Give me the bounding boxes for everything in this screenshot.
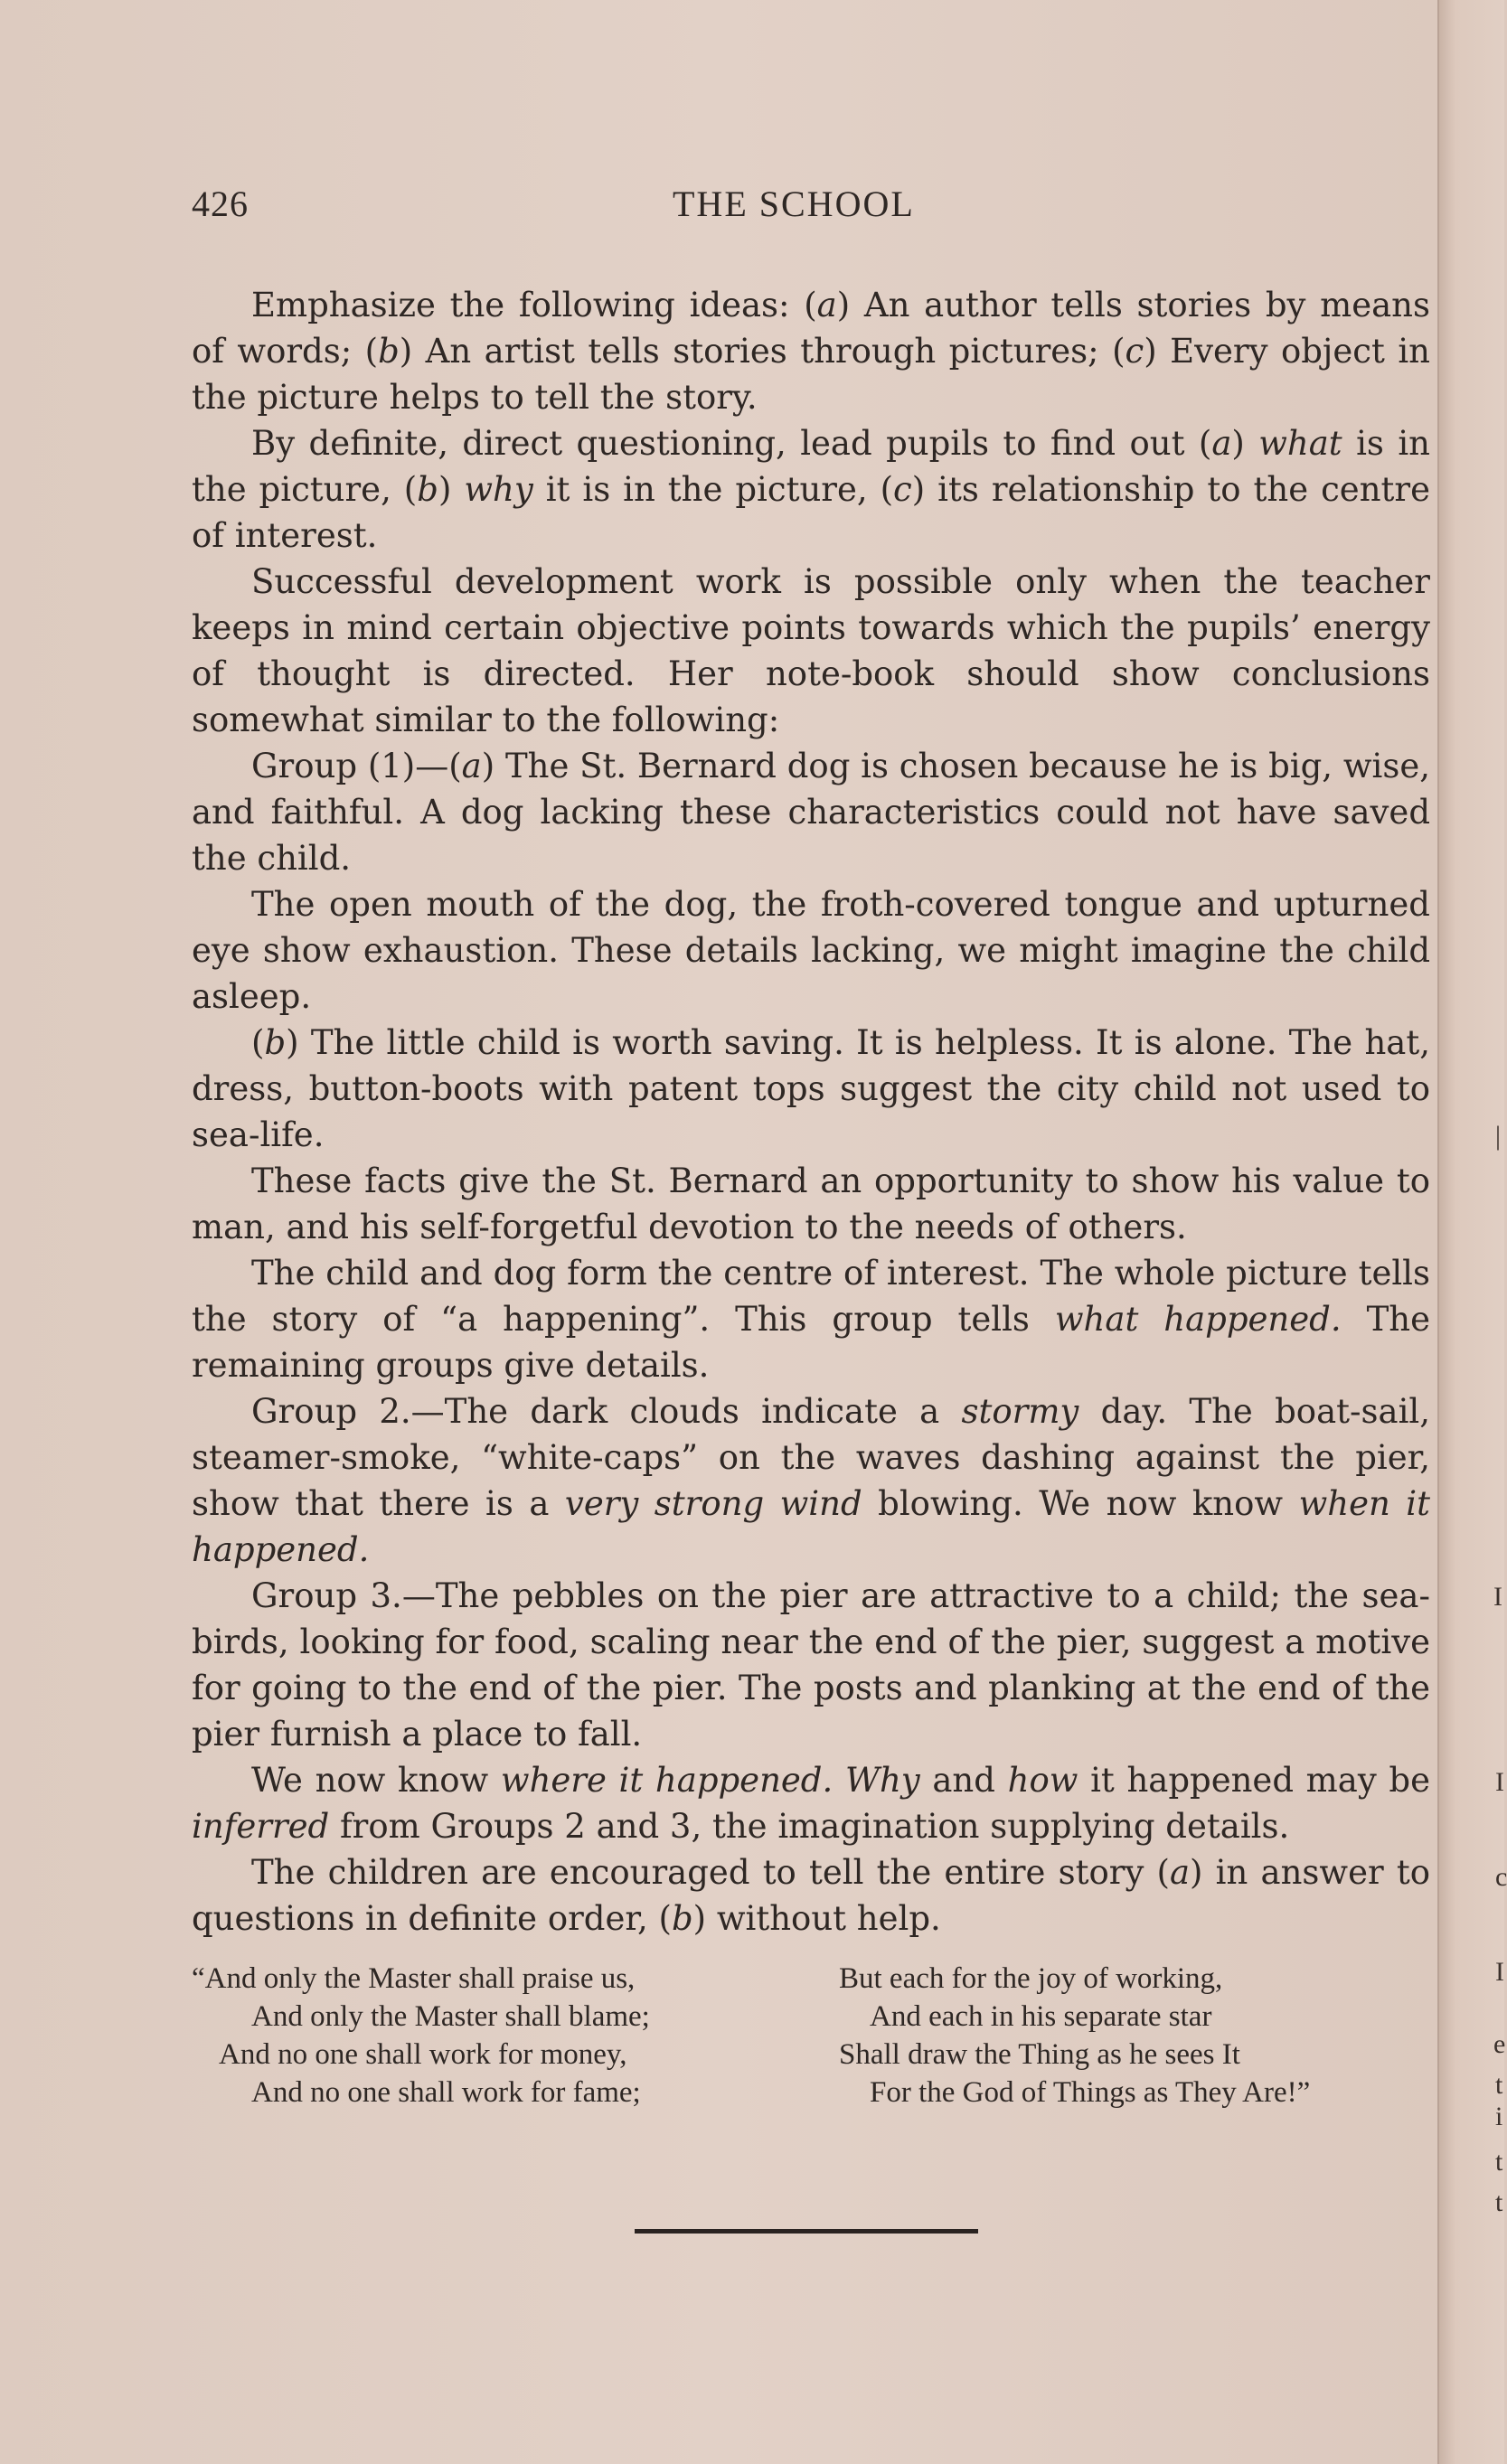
text-run: Emphasize the following ideas: (: [251, 286, 817, 324]
paragraph: [192, 1757, 1430, 1849]
page-header: [192, 183, 1430, 237]
poem-line: For the God of Things as They Are!”: [870, 2076, 1311, 2109]
italic-text: Why: [844, 1761, 920, 1800]
italic-text: c: [1125, 332, 1144, 371]
italic-text: when it happened.: [192, 1484, 1430, 1569]
gutter-glyph: i: [1495, 2102, 1503, 2131]
gutter-glyph: e: [1493, 2029, 1506, 2059]
text-run: blowing. We now know: [862, 1484, 1299, 1523]
gutter-glyph: t: [1495, 2187, 1503, 2217]
text-run: ) The St. Bernard dog is chosen because he is big, wise, and faithful. A dog lacking these characteristics could not have saved the child.: [192, 747, 1430, 878]
italic-text: where it happened.: [500, 1761, 834, 1800]
gutter-glyph: |: [1495, 1121, 1502, 1151]
gutter-glyph: c: [1495, 1862, 1507, 1892]
running-title: THE SCHOOL: [673, 183, 915, 224]
paragraph: [192, 881, 1430, 1020]
text-run: ) without help.: [692, 1899, 941, 1938]
text-run: The children are encouraged to tell the entire story (: [251, 1853, 1170, 1892]
text-run: [833, 1761, 845, 1800]
italic-text: stormy: [961, 1392, 1079, 1431]
text-run: ): [1231, 424, 1259, 463]
poem-line: And only the Master shall blame;: [251, 2000, 650, 2033]
paragraph: [192, 1250, 1430, 1388]
italic-text: b: [264, 1023, 287, 1062]
text-run: The open mouth of the dog, the froth-covered tongue and upturned eye show exhaustion. These details lacking, we might imagine the child asleep.: [192, 885, 1430, 1016]
text-run: The remaining groups give details.: [192, 1300, 1430, 1385]
text-run: ) Every object in the picture helps to tell the story.: [192, 332, 1430, 417]
poem-line: And no one shall work for fame;: [251, 2076, 641, 2109]
text-run: Successful development work is possible only when the teacher keeps in mind certain objective points towards which the pupils’ energy of thought is directed. Her note-book should show conclusions somewhat similar to the following:: [192, 562, 1430, 739]
paragraph: [192, 1158, 1430, 1250]
text-run: ) in answer to questions in definite order, (: [192, 1853, 1430, 1938]
text-run: Group 2.—The dark clouds indicate a: [251, 1392, 962, 1431]
paragraph: [192, 1573, 1430, 1757]
text-run: ) its relationship to the centre of interest.: [192, 470, 1430, 555]
paragraph: [192, 420, 1430, 559]
text-run: and: [919, 1761, 1008, 1800]
text-run: it happened may be: [1078, 1761, 1430, 1800]
poem-line: But each for the joy of working,: [839, 1962, 1223, 1995]
text-run: (: [251, 1023, 265, 1062]
paragraph: [192, 282, 1430, 420]
paragraph: [192, 1849, 1430, 1942]
italic-text: inferred: [192, 1807, 330, 1846]
italic-text: b: [417, 470, 438, 509]
paragraph: [192, 1020, 1430, 1158]
italic-text: why: [464, 470, 533, 509]
poem-stanza-right: [839, 1960, 1310, 2111]
italic-text: a: [816, 286, 837, 324]
section-divider: [635, 2229, 978, 2234]
gutter-glyph: I: [1495, 1767, 1504, 1797]
gutter-glyph: t: [1495, 2070, 1503, 2100]
italic-text: b: [671, 1899, 693, 1938]
text-run: day. The boat-sail, steamer-smoke, “white-caps” on the waves dashing against the pier, show that there is a: [192, 1392, 1430, 1523]
paragraph: [192, 1388, 1430, 1573]
text-run: is in the picture, (: [192, 424, 1430, 509]
italic-text: b: [378, 332, 400, 371]
page-number: 426: [192, 183, 249, 224]
italic-text: a: [1211, 424, 1232, 463]
poem-line: And no one shall work for money,: [219, 2038, 627, 2071]
paragraph: [192, 743, 1430, 881]
italic-text: c: [893, 470, 912, 509]
text-run: it is in the picture, (: [532, 470, 894, 509]
italic-text: a: [1169, 1853, 1191, 1892]
text-run: ) The little child is worth saving. It is helpless. It is alone. The hat, dress, button-boots with patent tops suggest the city child not used to sea-life.: [192, 1023, 1430, 1154]
italic-text: what: [1258, 424, 1342, 463]
italic-text: how: [1007, 1761, 1078, 1800]
italic-text: very strong wind: [564, 1484, 862, 1523]
poem-quote: [192, 1960, 1430, 2122]
poem-line: “And only the Master shall praise us,: [192, 1962, 636, 1995]
gutter-glyph: t: [1495, 2147, 1503, 2177]
text-run: These facts give the St. Bernard an opportunity to show his value to man, and his self-forgetful devotion to the needs of others.: [192, 1161, 1430, 1246]
text-run: Group 3.—The pebbles on the pier are attractive to a child; the sea-birds, looking for food, scaling near the end of the pier, suggest a motive for going to the end of the pier. The posts and planking at the end of the pier furnish a place to fall.: [192, 1576, 1430, 1754]
text-run: Group (1)—(: [251, 747, 462, 785]
text-run: ): [438, 470, 465, 509]
poem-stanza-left: [192, 1960, 650, 2111]
gutter-glyph: I: [1495, 1957, 1504, 1987]
text-run: We now know: [251, 1761, 501, 1800]
poem-line: Shall draw the Thing as he sees It: [839, 2038, 1240, 2071]
paragraph: [192, 559, 1430, 743]
text-run: By definite, direct questioning, lead pupils to find out (: [251, 424, 1212, 463]
poem-line: And each in his separate star: [870, 2000, 1212, 2033]
italic-text: what happened.: [1054, 1300, 1342, 1339]
gutter-glyph: I: [1493, 1582, 1502, 1612]
italic-text: a: [461, 747, 482, 785]
text-run: The child and dog form the centre of interest. The whole picture tells the story of “a happening”. This group tells: [192, 1254, 1430, 1339]
text-run: from Groups 2 and 3, the imagination supplying details.: [329, 1807, 1290, 1846]
text-run: ) An author tells stories by means of words; (: [192, 286, 1430, 371]
text-run: ) An artist tells stories through pictures; (: [399, 332, 1126, 371]
adjacent-page-edge: [1437, 0, 1507, 2464]
body-text: [192, 282, 1430, 1942]
